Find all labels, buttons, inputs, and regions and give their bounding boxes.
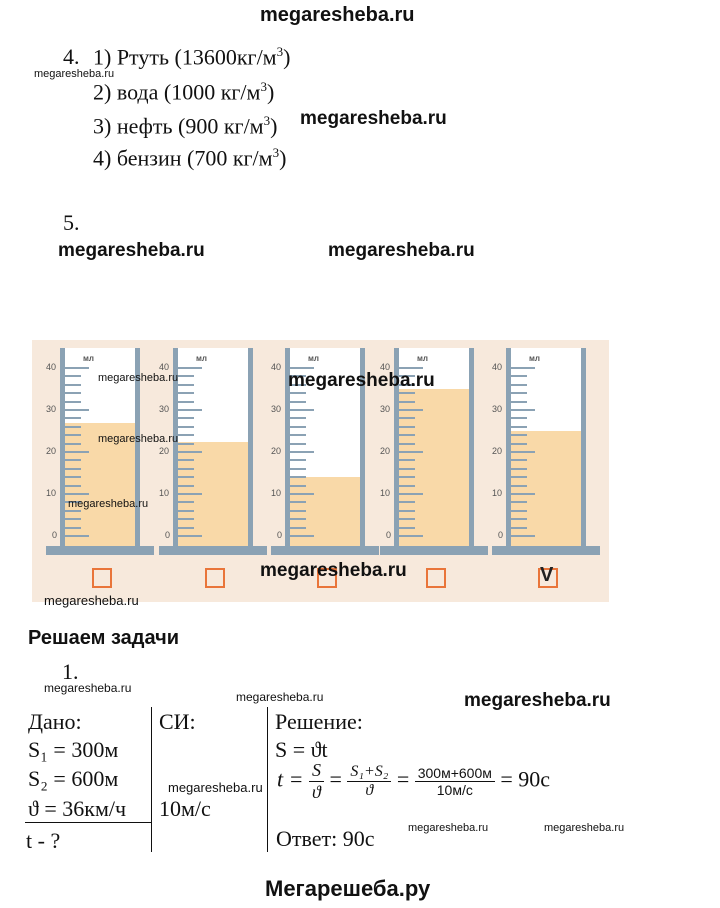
problem1-number: 1. bbox=[62, 659, 79, 684]
scale-label: 40 bbox=[46, 362, 57, 372]
answer: Ответ: 90с bbox=[276, 826, 375, 851]
scale-label: 10 bbox=[271, 488, 282, 498]
watermark-small: megaresheba.ru bbox=[98, 433, 179, 445]
task5-number: 5. bbox=[63, 210, 80, 235]
watermark-figure: megaresheba.ru bbox=[288, 370, 435, 391]
cylinder-base bbox=[492, 546, 600, 555]
unit-label: мл bbox=[308, 354, 319, 363]
cylinder-base bbox=[271, 546, 379, 555]
watermark-top: megaresheba.ru bbox=[260, 4, 415, 26]
fraction-s-over-v: $\frac{S}{ϑ}$ bbox=[309, 760, 324, 803]
divider-given bbox=[151, 707, 152, 852]
given-speed: ϑ = 36км/ч bbox=[28, 796, 127, 821]
scale-label: 20 bbox=[46, 446, 57, 456]
unit-label: мл bbox=[417, 354, 428, 363]
scale-label: 10 bbox=[46, 488, 57, 498]
si-speed-value: 10м/с bbox=[159, 796, 211, 821]
watermark-small: megaresheba.ru bbox=[98, 372, 179, 384]
watermark-small: megaresheba.ru bbox=[544, 822, 625, 834]
measuring-cylinder bbox=[492, 348, 586, 546]
watermark-small: megaresheba.ru bbox=[236, 690, 324, 704]
given-s2: S₂ = 600м bbox=[28, 766, 119, 791]
scale-label: 20 bbox=[492, 446, 503, 456]
watermark-right: megaresheba.ru bbox=[328, 240, 475, 261]
scale-label: 0 bbox=[165, 530, 171, 540]
watermark-small: megaresheba.ru bbox=[168, 780, 263, 795]
task4-item-2: 2) вода (1000 $кг/м^3$) bbox=[93, 79, 275, 105]
liquid-level bbox=[511, 431, 581, 546]
scale-label: 0 bbox=[277, 530, 283, 540]
solution-label: Решение: bbox=[275, 709, 363, 734]
formula-s-vt: S = ϑt bbox=[275, 737, 328, 762]
unit-label: мл bbox=[529, 354, 540, 363]
scale-label: 10 bbox=[492, 488, 503, 498]
scale-label: 10 bbox=[159, 488, 170, 498]
task4-item-3: 3) нефть (900 $кг/м^3$) bbox=[93, 113, 278, 139]
task4-number: 4. bbox=[63, 44, 80, 69]
divider-si bbox=[267, 707, 268, 852]
unit-label: мл bbox=[196, 354, 207, 363]
unit-label: мл bbox=[83, 354, 94, 363]
answer-checkbox[interactable] bbox=[92, 568, 112, 588]
scale-label: 30 bbox=[492, 404, 503, 414]
fraction-values: $\frac{300м+600м}{10м/с}$ bbox=[415, 765, 495, 798]
watermark-solution: megaresheba.ru bbox=[464, 690, 611, 711]
scale-label: 40 bbox=[380, 362, 391, 372]
measuring-cylinder bbox=[159, 348, 253, 546]
scale-label: 20 bbox=[159, 446, 170, 456]
equation-t: t = $\frac{S}{ϑ}$ = $\frac{\text{S₁+S₂}}{ϑ}$ = $\frac{300м+600м}{10м/с}$ = 90с bbox=[277, 760, 551, 802]
divider-find bbox=[25, 822, 152, 823]
given-label: Дано: bbox=[28, 709, 82, 734]
scale-label: 40 bbox=[271, 362, 282, 372]
scale-label: 20 bbox=[380, 446, 391, 456]
scale-label: 30 bbox=[271, 404, 282, 414]
watermark-small: megaresheba.ru bbox=[44, 593, 139, 608]
tasks-heading: Решаем задачи bbox=[28, 627, 179, 649]
scale-label: 0 bbox=[498, 530, 504, 540]
si-label: СИ: bbox=[159, 709, 196, 734]
watermark-small: megaresheba.ru bbox=[34, 68, 115, 80]
watermark-small: megaresheba.ru bbox=[68, 498, 149, 510]
find-t: t - ? bbox=[26, 828, 61, 853]
scale-label: 10 bbox=[380, 488, 391, 498]
scale-label: 0 bbox=[386, 530, 392, 540]
watermark-mid: megaresheba.ru bbox=[300, 108, 447, 129]
scale-label: 30 bbox=[159, 404, 170, 414]
scale-label: 40 bbox=[492, 362, 503, 372]
scale-label: 40 bbox=[159, 362, 170, 372]
watermark-figure-bottom: megaresheba.ru bbox=[260, 560, 407, 581]
cylinder-base bbox=[380, 546, 488, 555]
task4-item-1: 1) Ртуть $(13600кг/м^3)$ bbox=[93, 44, 291, 70]
check-mark: V bbox=[540, 564, 554, 586]
fraction-sum-over-v: $\frac{\text{S₁+S₂}}{ϑ}$ bbox=[347, 763, 391, 800]
scale-label: 20 bbox=[271, 446, 282, 456]
watermark-small: megaresheba.ru bbox=[44, 681, 132, 695]
given-s1: S₁ = 300м bbox=[28, 737, 119, 762]
cylinder-base bbox=[46, 546, 154, 555]
answer-checkbox[interactable] bbox=[205, 568, 225, 588]
scale-label: 0 bbox=[52, 530, 58, 540]
watermark-left: megaresheba.ru bbox=[58, 240, 205, 261]
cylinder-base bbox=[159, 546, 267, 555]
watermark-small: megaresheba.ru bbox=[408, 822, 489, 834]
task4-item-4: 4) бензин (700 $кг/м^3$) bbox=[93, 145, 287, 171]
footer-watermark: Мегарешеба.ру bbox=[265, 876, 431, 901]
scale-label: 30 bbox=[46, 404, 57, 414]
scale-label: 30 bbox=[380, 404, 391, 414]
